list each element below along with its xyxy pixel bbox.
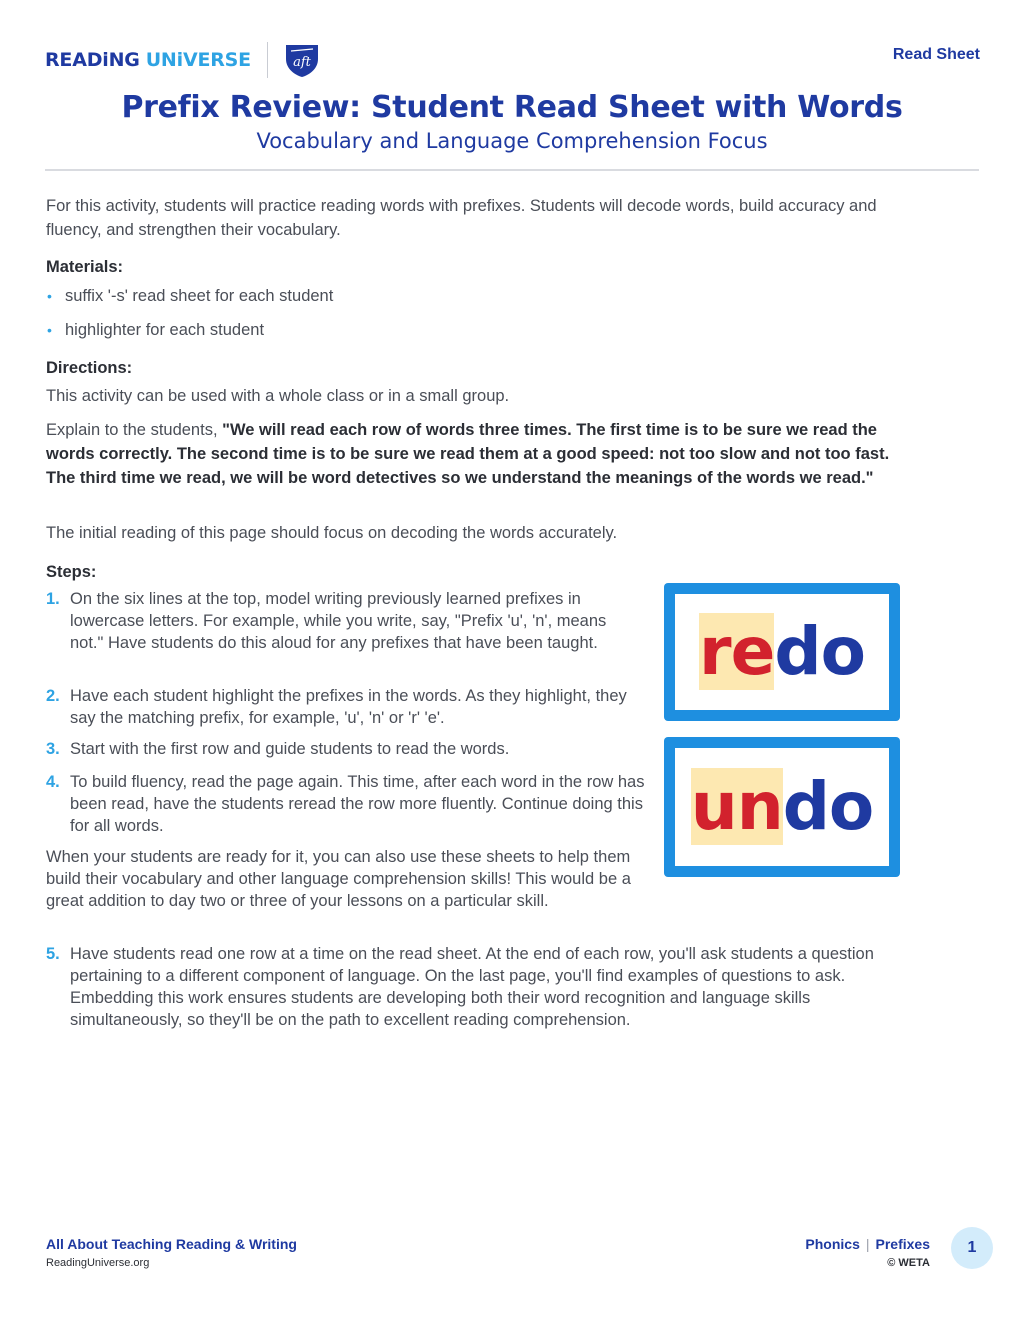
breadcrumb-phonics[interactable]: Phonics: [805, 1236, 860, 1252]
bullet-icon: •: [47, 322, 52, 338]
initial-reading-note: The initial reading of this page should focus on decoding the words accurately.: [46, 524, 618, 542]
list-item: • highlighter for each student: [46, 317, 333, 351]
bullet-icon: •: [47, 288, 52, 304]
page-header: [45, 36, 980, 76]
breadcrumb: Phonics | Prefixes: [805, 1236, 930, 1252]
step-item-5: 5. Have students read one row at a time on the read sheet. At the end of each row, you'll ask students a question pertaining to a different component of language. On the last page, you'll find examples of questions to ask. Embedding this work ensures students are developing both their word recognition and language skills simultaneously, so they'll be on the path to excellent reading comprehension.: [46, 945, 874, 1029]
steps-heading: Steps:: [46, 563, 97, 581]
step-item-1: 1. On the six lines at the top, model writing previously learned prefixes in lowercase letters. For example, while you write, say, "Prefix 'u', 'n', means not." Have students do this aloud for any prefixes that have been taught.: [46, 590, 607, 652]
word-card-redo: [664, 583, 900, 721]
step-item-2: 2. Have each student highlight the prefixes in the words. As they highlight, they say the matching prefix, for example, 'u', 'n' or 'r' 'e'.: [46, 687, 627, 727]
logo-divider: [267, 42, 268, 78]
materials-heading: Materials:: [46, 258, 124, 276]
directions-line: This activity can be used with a whole class or in a small group.: [46, 387, 510, 405]
language-interlude: When your students are ready for it, you can also use these sheets to help them build their vocabulary and other language comprehension skills! This would be a great addition to day two or three of your lessons on a particular skill.: [46, 848, 631, 910]
page-subtitle: Vocabulary and Language Comprehension Focus: [256, 129, 768, 153]
page-title: Prefix Review: Student Read Sheet with Words: [121, 90, 903, 125]
intro-paragraph: For this activity, students will practice reading words with prefixes. Students will decode words, build accuracy and fluency, and strengthen their vocabulary.: [46, 197, 877, 239]
directions-heading: Directions:: [46, 359, 133, 377]
step-item-4: 4. To build fluency, read the page again. This time, after each word in the row has been read, have the students reread the row more fluently. Continue doing this for all words.: [46, 773, 645, 835]
breadcrumb-prefixes[interactable]: Prefixes: [875, 1236, 930, 1252]
explain-paragraph: Explain to the students, "We will read each row of words three times. The first time is to be sure we read the words correctly. The second time is to be sure we read them at a good speed: not too slow and not too fast. The third time we read, we will be word detectives so we understand the meanings of the words we read.": [46, 421, 890, 487]
step-item-3: 3. Start with the first row and guide students to read the words.: [46, 740, 510, 758]
footer-site-link[interactable]: ReadingUniverse.org: [46, 1257, 150, 1269]
aft-shield-logo: [282, 42, 322, 78]
student-quote: "We will read each row of words three times. The first time is to be sure we read the words correctly. The second time is to be sure we read them at a good speed: not too slow and not too fast. The third time we read, we will be word detectives so we understand the meanings of the words we read.": [46, 421, 890, 487]
title-divider: [45, 169, 979, 171]
prefix-highlight: re: [699, 613, 775, 690]
copyright: © WETA: [887, 1257, 930, 1269]
read-sheet-link[interactable]: Read Sheet: [892, 46, 980, 63]
card-word: undo: [690, 768, 874, 845]
logo-wordmark: READiNG UNiVERSE: [45, 49, 251, 71]
svg-text:aft: aft: [293, 55, 311, 70]
footer-title: All About Teaching Reading & Writing: [46, 1236, 297, 1252]
list-item: • suffix '-s' read sheet for each student: [46, 283, 333, 317]
reading-universe-logo[interactable]: [45, 42, 322, 78]
footer-left: [46, 1236, 297, 1269]
word-card-undo: [664, 737, 900, 877]
footer-right: [805, 1236, 930, 1269]
prefix-highlight: un: [690, 768, 783, 845]
materials-list: [46, 283, 333, 351]
card-word: redo: [699, 613, 865, 690]
page-number-badge: 1: [951, 1227, 993, 1269]
